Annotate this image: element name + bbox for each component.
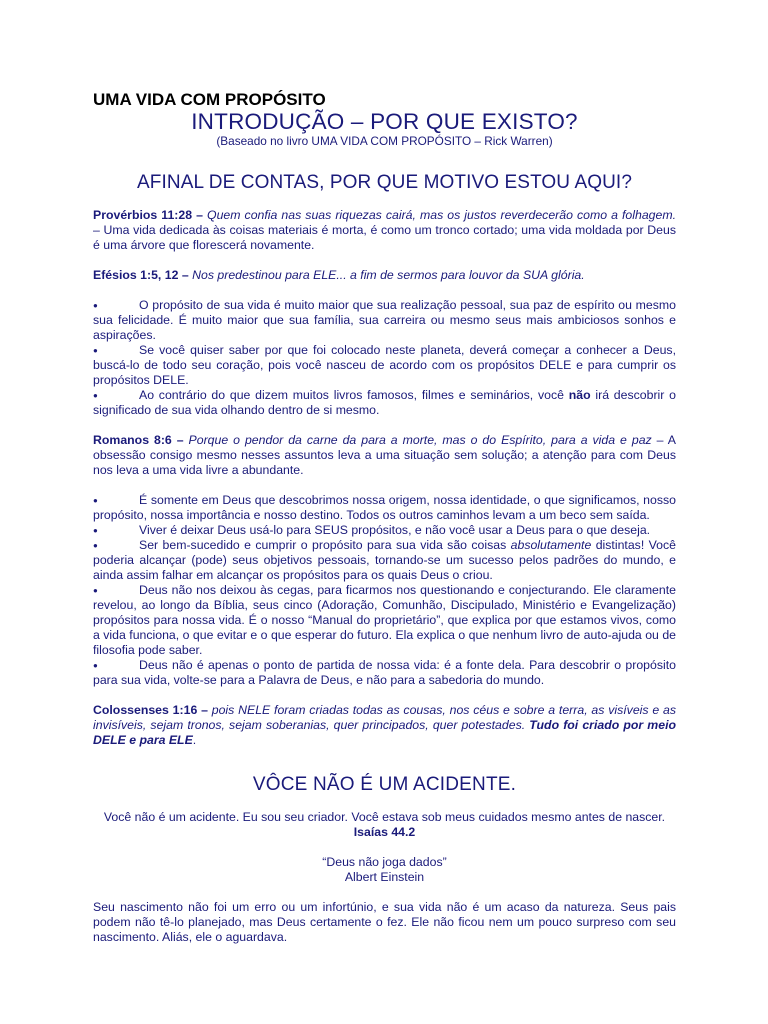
paragraph-proverbios: [93, 208, 676, 253]
verse-quote: Nos predestinou para ELE... a fim de sermos para louvor da SUA glória.: [188, 268, 585, 282]
list-item: [93, 298, 676, 343]
list-item: [93, 343, 676, 388]
document-subtitle: (Baseado no livro UMA VIDA COM PROPÓSITO – Rick Warren): [216, 134, 553, 148]
verse-comment: – A obsessão consigo mesmo nesses assuntos leva a uma situação sem solução; a atenção para com Deus nos leva a uma vida livre a abundante.: [93, 433, 676, 477]
paragraph-romanos: [93, 433, 676, 478]
punctuation: .: [192, 733, 197, 747]
list-item-text: Viver é deixar Deus usá-lo para SEUS propósitos, e não você usar a Deus para o que deseja.: [139, 523, 651, 537]
bullet-icon: ●: [93, 541, 98, 550]
paragraph-efesios: [93, 268, 676, 283]
list-item: [93, 658, 676, 688]
list-item-text: É somente em Deus que descobrimos nossa origem, nossa identidade, o que significamos, nosso propósito, nossa importância e nosso destino. Todos os outros caminhos levam a um beco sem saída.: [93, 493, 676, 522]
list-item-text: Deus não é apenas o ponto de partida de nossa vida: é a fonte dela. Para descobrir o propósito para sua vida, volte-se para a Palavra de Deus, e não para a sabedoria do mundo.: [93, 658, 676, 687]
list-item-text: irá descobrir o significado de sua vida olhando dentro de si mesmo.: [93, 388, 676, 417]
bullet-icon: ●: [93, 391, 98, 400]
list-item-text: Ao contrário do que dizem muitos livros famosos, filmes e seminários, você: [139, 388, 569, 402]
document-main-title: INTRODUÇÃO – POR QUE EXISTO?: [191, 109, 578, 134]
list-item: [93, 538, 676, 583]
list-item-text: Deus não nos deixou às cegas, para ficarmos nos questionando e conjecturando. Ele claramente revelou, ao longo da Bíblia, seus cinco (Adoração, Comunhão, Discipulado, Ministério e Evangelização) propósitos para nossa vida. É o nosso “Manual do proprietário”, que explica por que estamos vivos, como a vida funciona, o que evitar e o que esperar do futuro. Ela explica o que nenhum livro de auto-ajuda ou de filosofia pode saber.: [93, 583, 676, 657]
quote-einstein: “Deus não joga dados”: [322, 855, 447, 869]
verse-comment: – Uma vida dedicada às coisas materiais é morta, é como um tronco cortado; uma vida moldada por Deus é uma árvore que florescerá novamente.: [93, 223, 676, 252]
paragraph-birth: Seu nascimento não foi um erro ou um infortúnio, e sua vida não é um acaso da natureza. Seus pais podem não tê-lo planejado, mas Deus certamente o fez. Ele não ficou nem um pouco surpreso com seu nascimento. Aliás, ele o aguardava.: [93, 900, 676, 944]
document-body: [93, 90, 676, 945]
verse-reference: Provérbios 11:28 –: [93, 208, 203, 222]
document-top-title: UMA VIDA COM PROPÓSITO: [93, 90, 326, 109]
verse-reference: Efésios 1:5, 12 –: [93, 268, 189, 282]
section-heading-purpose: AFINAL DE CONTAS, POR QUE MOTIVO ESTOU AQUI?: [137, 172, 632, 193]
list-item-text: O propósito de sua vida é muito maior que sua realização pessoal, sua paz de espírito ou mesmo sua felicidade. É muito maior que sua família, sua carreira ou mesmo seus mais ambiciosos sonhos e aspirações.: [93, 298, 676, 342]
list-item: [93, 388, 676, 418]
verse-quote: Quem confia nas suas riquezas cairá, mas os justos reverdecerão como a folhagem.: [202, 208, 677, 222]
quote-isaias: [93, 810, 676, 840]
list-item-text: distintas! Você poderia alcançar (pode) seus objetivos pessoais, tornando-se um sucesso pelos padrões do mundo, e ainda assim falhar em alcançar os propósitos para os quais Deus o criou.: [93, 538, 676, 582]
list-item: [93, 493, 676, 523]
verse-reference: Isaías 44.2: [353, 825, 416, 839]
section-heading-not-accident: VÔCE NÃO É UM ACIDENTE.: [252, 774, 517, 795]
list-item-text: Ser bem-sucedido e cumprir o propósito para sua vida são coisas: [139, 538, 511, 552]
emphasis-text: Tudo foi criado por meio DELE e para ELE: [93, 718, 676, 747]
bullet-icon: ●: [93, 586, 98, 595]
emphasis-text: não: [568, 388, 591, 402]
quote-author: Albert Einstein: [344, 870, 425, 884]
verse-reference: Colossenses 1:16 –: [93, 703, 208, 717]
list-item: [93, 523, 676, 538]
bullet-icon: ●: [93, 301, 98, 310]
verse-quote: Porque o pendor da carne da para a morte, mas o do Espírito, para a vida e paz: [183, 433, 652, 447]
bullet-icon: ●: [93, 346, 98, 355]
verse-quote: pois NELE foram criadas todas as cousas, nos céus e sobre a terra, as visíveis e as invisíveis, sejam tronos, sejam soberanias, quer principados, quer potestades.: [93, 703, 676, 732]
list-item-text: Se você quiser saber por que foi colocado neste planeta, deverá começar a conhecer a Deus, buscá-lo de todo seu coração, pois você nasceu de acordo com os propósitos DELE e para cumprir os propósitos DELE.: [93, 343, 676, 387]
bullet-icon: ●: [93, 496, 98, 505]
emphasis-text: absolutamente: [510, 538, 592, 552]
list-item: [93, 583, 676, 658]
bullet-icon: ●: [93, 661, 98, 670]
bullet-icon: ●: [93, 526, 98, 535]
verse-reference: Romanos 8:6 –: [93, 433, 184, 447]
quote-text: Você não é um acidente. Eu sou seu criador. Você estava sob meus cuidados mesmo antes de nascer.: [103, 810, 666, 824]
paragraph-colossenses: [93, 703, 676, 748]
